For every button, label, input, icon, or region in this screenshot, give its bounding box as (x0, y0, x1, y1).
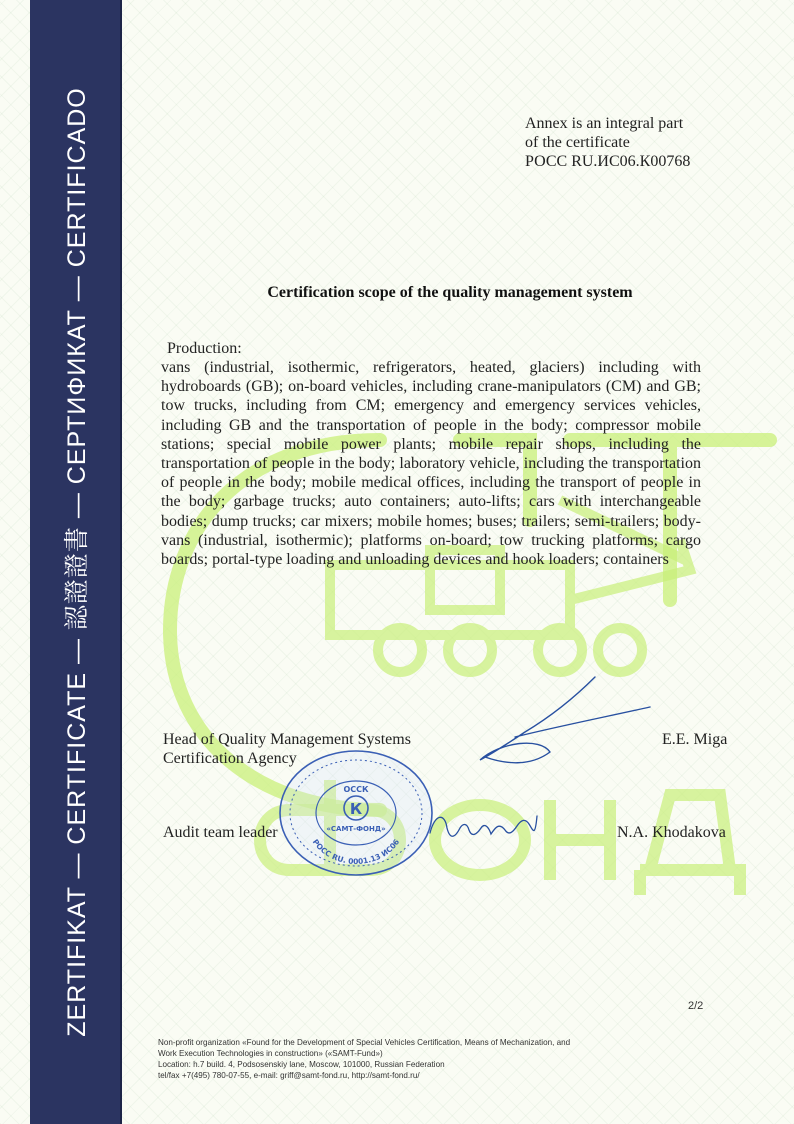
stamp-reg-text: РОСС RU. 0001.13 ИС06 (310, 837, 402, 867)
round-stamp (276, 748, 436, 878)
audit-leader-name: N.A. Khodakova (617, 824, 726, 841)
annex-line-3: РОСС RU.ИС06.К00768 (525, 153, 691, 170)
audit-leader-label: Audit team leader (163, 824, 278, 841)
production-text: vans (industrial, isothermic, refrigerators, heated, glaciers) including with hydroboards (GB); on-board vehicles, including crane-manipulators (CM) and GB; tow trucks, including from CM; emergency and emergency services vehicles, including GB and the transportation of people in the body; compressor mobile stations; special mobile power plants; mobile repair shops, including the transportation of people in the body; laboratory vehicle, including the transportation of people in the body; mobile medical offices, including the transport of people in the body; garbage trucks; auto containers; auto-lifts; cars with interchangeable bodies; dump trucks; car mixers; mobile homes; buses; trailers; semi-trailers; body-vans (industrial, isothermic); platforms on-board; tow trucking platforms; cargo boards; portal-type loading and unloading devices and hook loaders; containers (161, 359, 701, 569)
head-title-line-2: Certification Agency (163, 750, 297, 767)
stamp-fund-text: «САМТ-ФОНД» (326, 825, 386, 833)
head-title-line-1: Head of Quality Management Systems (163, 731, 411, 748)
side-band-text: ZERTIFIKAT — CERTIFICATE — 認證證書 — СЕРТИФИКАТ — CERTIFICADO (63, 87, 91, 1037)
footer-line-4: tel/fax +7(495) 780-07-55, e-mail: griff@samt-fond.ru, http://samt-fond.ru/ (158, 1071, 420, 1080)
annex-line-1: Annex is an integral part (525, 115, 684, 132)
page-number: 2/2 (688, 1000, 704, 1012)
footer-line-3: Location: h.7 build. 4, Podsosenskiy lane, Moscow, 101000, Russian Federation (158, 1060, 445, 1069)
footer (158, 1037, 628, 1081)
annex-note (525, 114, 725, 171)
stamp-center-text: ОССК (343, 785, 369, 794)
footer-line-2: Work Execution Technologies in construction» («SAMT-Fund») (158, 1049, 383, 1058)
annex-line-2: of the certificate (525, 134, 630, 151)
scope-title: Certification scope of the quality management system (267, 284, 633, 301)
head-name: E.E. Miga (662, 731, 728, 748)
leader-signature (425, 808, 545, 848)
stamp-letter: К (349, 800, 363, 818)
head-signature (455, 672, 655, 772)
footer-line-1: Non-profit organization «Found for the Development of Special Vehicles Certification, Means of Mechanization, and (158, 1038, 571, 1047)
production-label: Production: (167, 340, 242, 357)
